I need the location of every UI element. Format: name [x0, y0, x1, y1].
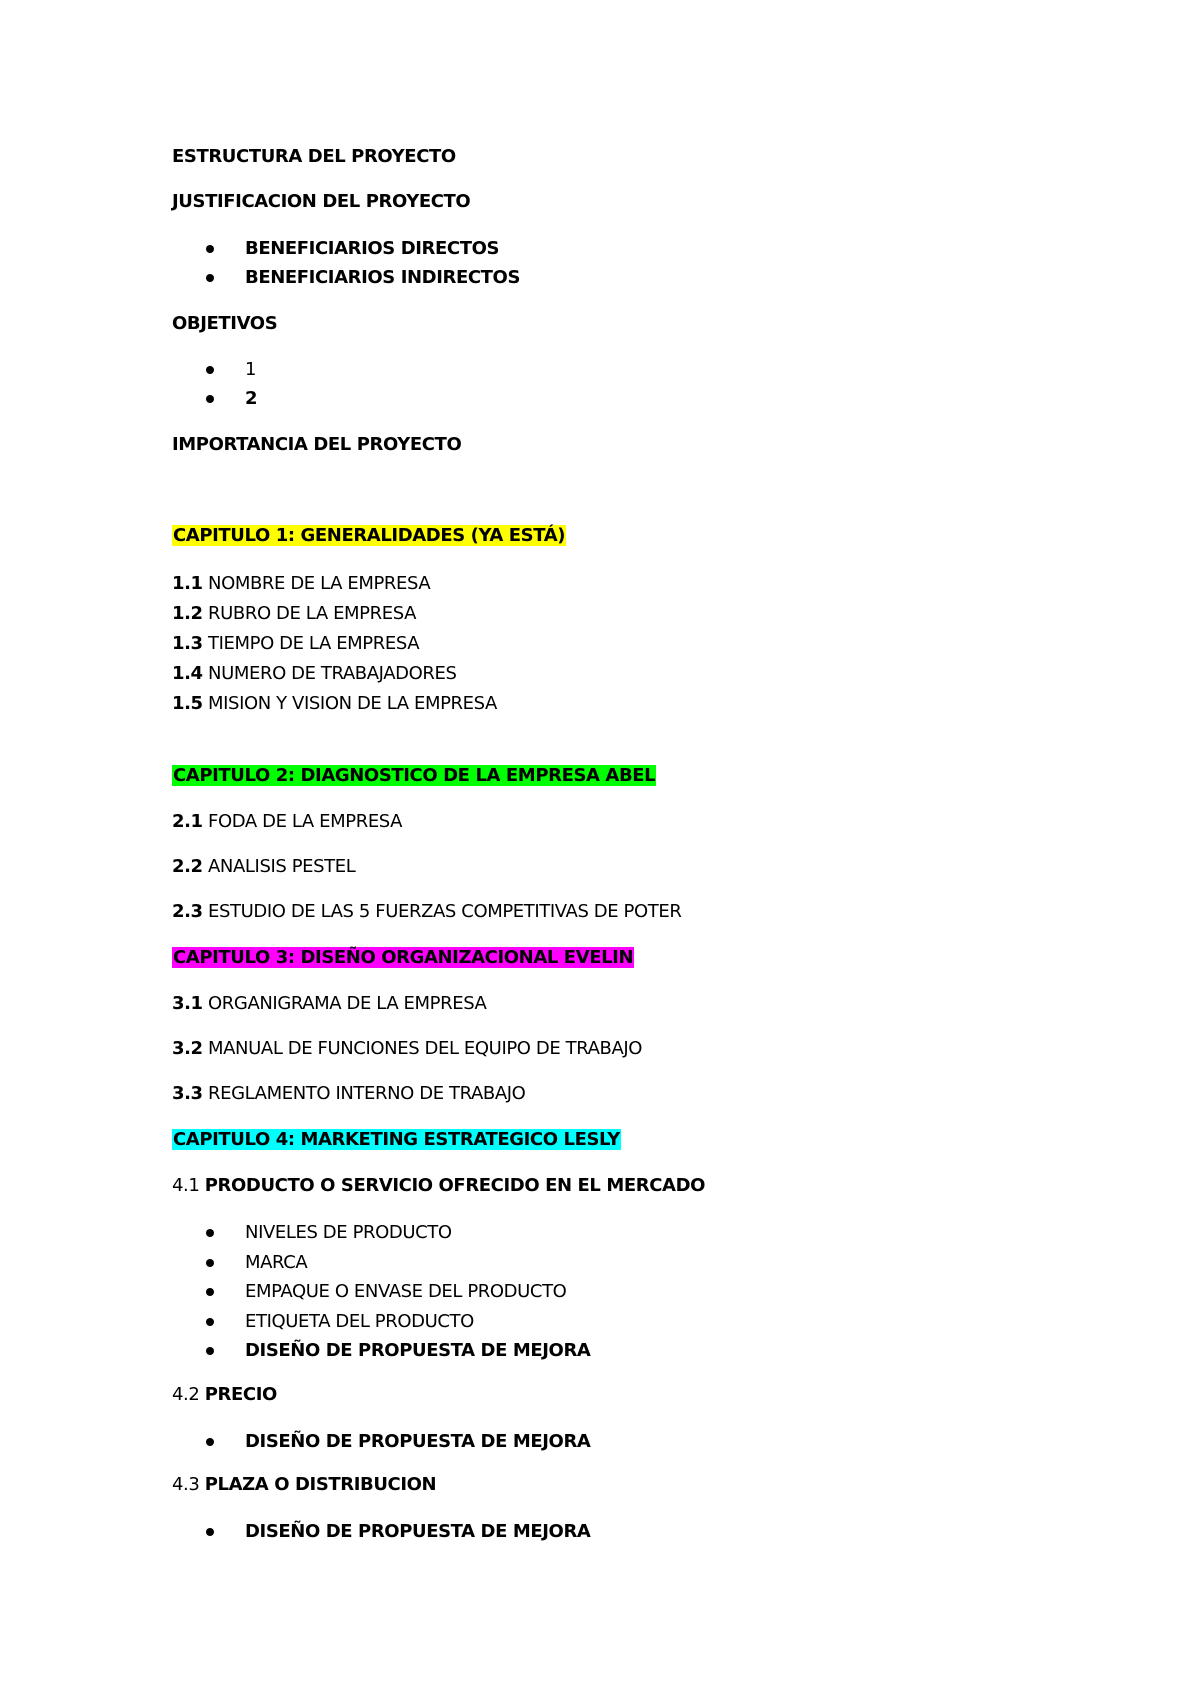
list-item: DISEÑO DE PROPUESTA DE MEJORA — [245, 1427, 590, 1456]
list-item: 1.5 MISION Y VISION DE LA EMPRESA — [172, 693, 497, 714]
importance-heading: IMPORTANCIA DEL PROYECTO — [172, 434, 462, 455]
objectives-heading: OBJETIVOS — [172, 313, 278, 334]
beneficiaries-list — [245, 234, 520, 292]
section-3-3: 3.3 REGLAMENTO INTERNO DE TRABAJO — [172, 1083, 526, 1104]
chapter-3-heading — [172, 945, 634, 971]
list-item: EMPAQUE O ENVASE DEL PRODUCTO — [245, 1277, 590, 1307]
section-4-2: 4.2 PRECIO — [172, 1384, 277, 1405]
list-item: BENEFICIARIOS INDIRECTOS — [245, 263, 520, 292]
section-3-1: 3.1 ORGANIGRAMA DE LA EMPRESA — [172, 993, 487, 1014]
list-item: 1 — [245, 355, 257, 384]
objectives-list — [245, 355, 257, 413]
price-subitems-list — [245, 1427, 590, 1456]
list-item: DISEÑO DE PROPUESTA DE MEJORA — [245, 1517, 590, 1546]
chapter-2-heading-text: CAPITULO 2: DIAGNOSTICO DE LA EMPRESA ABEL — [173, 765, 656, 786]
chapter-1-heading-text: CAPITULO 1: GENERALIDADES (YA ESTÁ) — [173, 525, 566, 546]
list-item: 2 — [245, 384, 257, 413]
list-item: 1.4 NUMERO DE TRABAJADORES — [172, 663, 457, 684]
justification-heading: JUSTIFICACION DEL PROYECTO — [172, 191, 471, 212]
section-4-1: 4.1 PRODUCTO O SERVICIO OFRECIDO EN EL MERCADO — [172, 1175, 706, 1196]
list-item: MARCA — [245, 1248, 590, 1278]
chapter-4-heading-text: CAPITULO 4: MARKETING ESTRATEGICO LESLY — [173, 1129, 620, 1150]
chapter-1-list — [172, 569, 497, 719]
chapter-4-heading — [172, 1127, 621, 1153]
list-item: NIVELES DE PRODUCTO — [245, 1218, 590, 1248]
section-2-1: 2.1 FODA DE LA EMPRESA — [172, 811, 403, 832]
chapter-1-heading — [172, 523, 566, 549]
list-item: 1.2 RUBRO DE LA EMPRESA — [172, 603, 416, 624]
project-structure-title: ESTRUCTURA DEL PROYECTO — [172, 146, 456, 167]
list-item: 1.3 TIEMPO DE LA EMPRESA — [172, 633, 420, 654]
chapter-3-heading-text: CAPITULO 3: DISEÑO ORGANIZACIONAL EVELIN — [173, 947, 634, 968]
section-3-2: 3.2 MANUAL DE FUNCIONES DEL EQUIPO DE TRABAJO — [172, 1038, 643, 1059]
list-item: 1.1 NOMBRE DE LA EMPRESA — [172, 573, 431, 594]
list-item: ETIQUETA DEL PRODUCTO — [245, 1307, 590, 1337]
section-2-2: 2.2 ANALISIS PESTEL — [172, 856, 356, 877]
distribution-subitems-list — [245, 1517, 590, 1546]
section-2-3: 2.3 ESTUDIO DE LAS 5 FUERZAS COMPETITIVAS DE POTER — [172, 901, 682, 922]
list-item: BENEFICIARIOS DIRECTOS — [245, 234, 520, 263]
section-4-3: 4.3 PLAZA O DISTRIBUCION — [172, 1474, 437, 1495]
chapter-2-heading — [172, 763, 656, 789]
product-subitems-list — [245, 1218, 590, 1366]
list-item: DISEÑO DE PROPUESTA DE MEJORA — [245, 1336, 590, 1366]
